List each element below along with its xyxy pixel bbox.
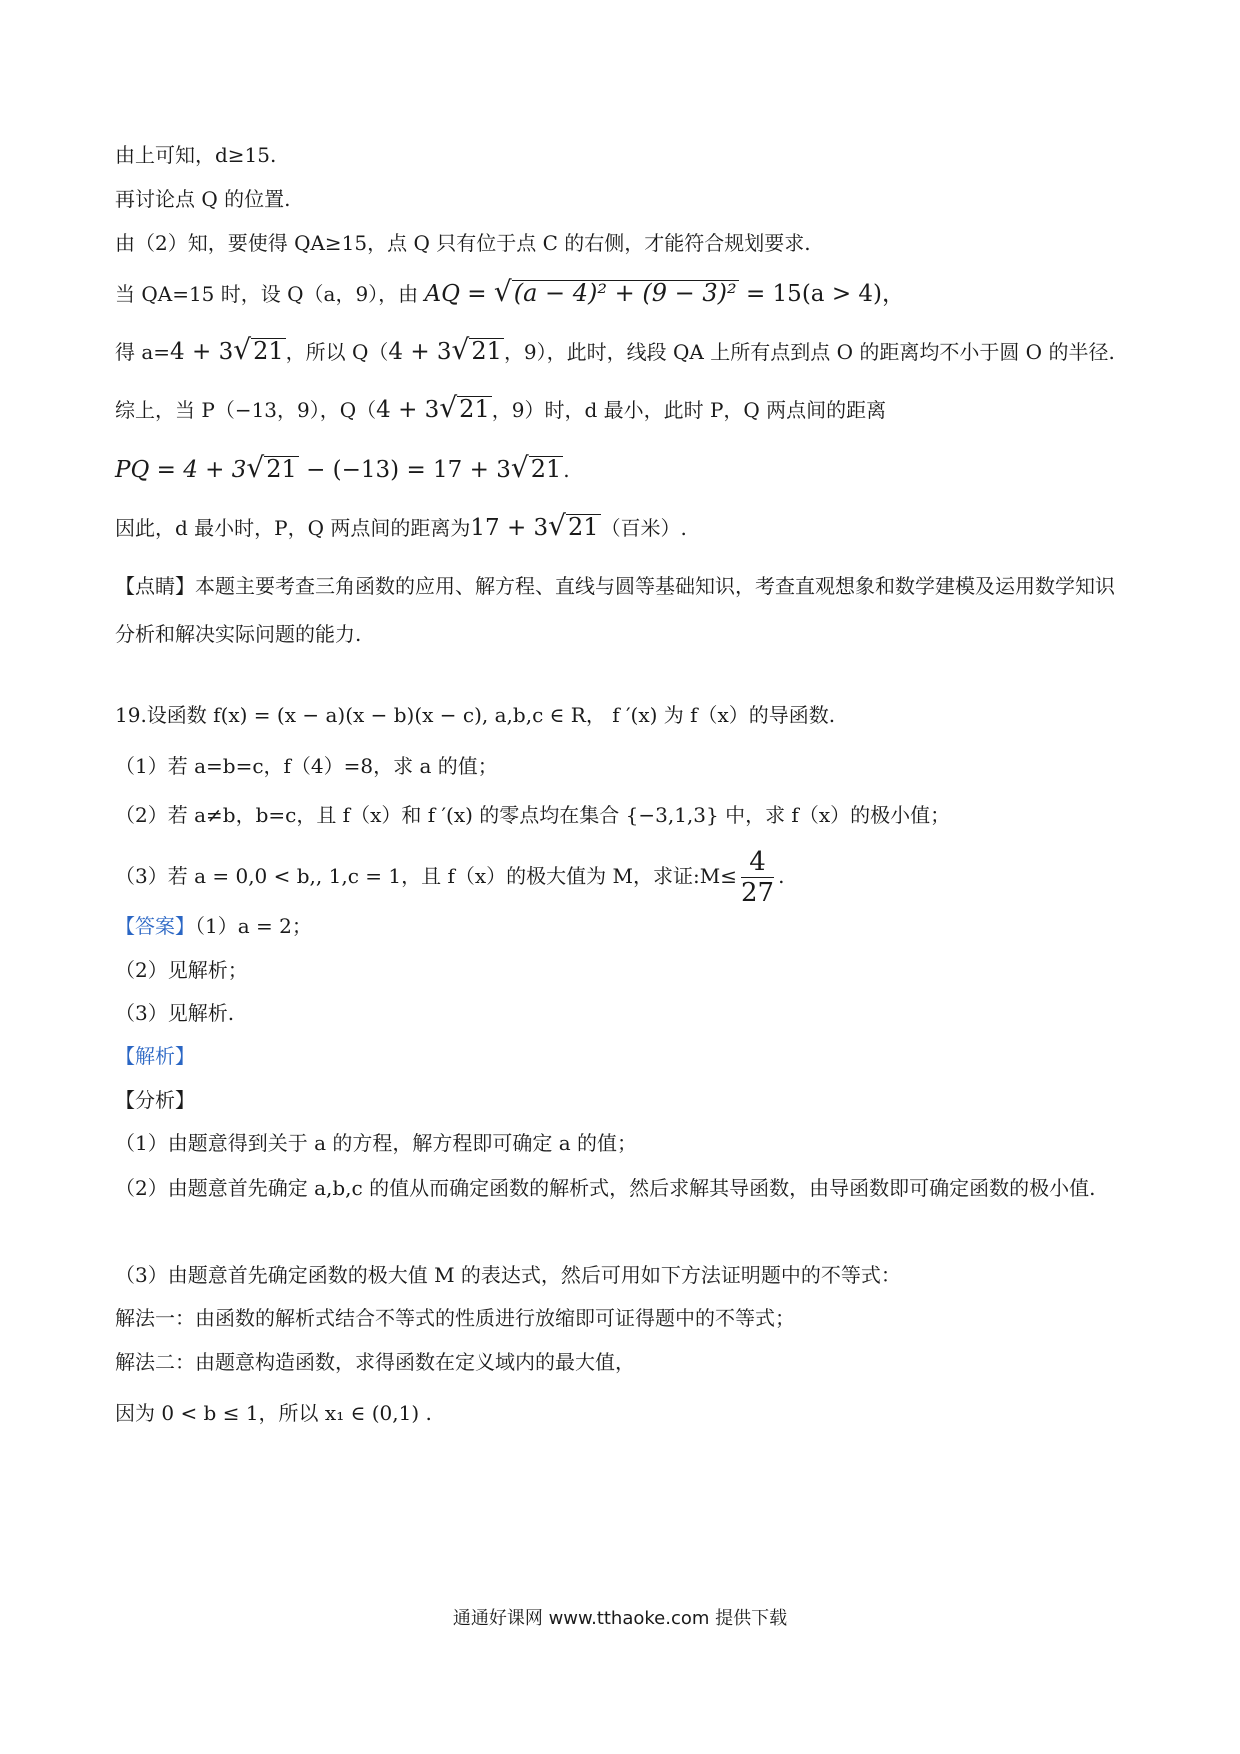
sqrt-expression: √21 bbox=[548, 509, 599, 542]
sqrt-expression: √(a − 4)² + (9 − 3)² bbox=[493, 275, 737, 308]
question-19-part-1: （1）若 a=b=c，f（4）=8，求 a 的值； bbox=[115, 754, 498, 778]
fenxi-tag: 【分析】 bbox=[115, 1088, 195, 1112]
formula: 4 + 3 bbox=[388, 339, 452, 365]
fraction-numerator: 4 bbox=[741, 847, 774, 878]
fenxi-2: （2）由题意首先确定 a,b,c 的值从而确定函数的解析式，然后求解其导函数，由导函数即可确定函数的极小值. bbox=[115, 1176, 1096, 1200]
analysis-tag: 【解析】 bbox=[115, 1044, 195, 1068]
sqrt-expression: √21 bbox=[451, 333, 502, 366]
text-span: 得 a= bbox=[115, 340, 171, 364]
formula: 17 + 3 bbox=[470, 515, 549, 541]
fenxi-3: （3）由题意首先确定函数的极大值 M 的表达式，然后可用如下方法证明题中的不等式： bbox=[115, 1263, 901, 1287]
formula: 4 + 3 bbox=[170, 339, 234, 365]
text-span: . bbox=[778, 864, 785, 888]
text-span: 当 QA=15 时，设 Q（a，9），由 bbox=[115, 282, 425, 306]
answer-3: （3）见解析. bbox=[115, 1001, 235, 1025]
formula-tail: = 15(a > 4)， bbox=[738, 281, 906, 307]
sqrt-radicand: 21 bbox=[530, 455, 562, 483]
sqrt-expression: √21 bbox=[233, 333, 284, 366]
text-line bbox=[115, 391, 887, 424]
text-line bbox=[115, 509, 687, 542]
sqrt-radicand: 21 bbox=[568, 513, 599, 541]
method-2: 解法二：由题意构造函数，求得函数在定义域内的最大值， bbox=[115, 1350, 635, 1374]
question-19-part-2: （2）若 a≠b，b=c，且 f（x）和 f ′(x) 的零点均在集合 {−3,1,3} 中，求 f（x）的极小值； bbox=[115, 803, 951, 827]
answer-tag: 【答案】 bbox=[115, 914, 195, 938]
text-span: ，9）时，d 最小，此时 P，Q 两点间的距离 bbox=[491, 398, 887, 422]
sqrt-radicand: 21 bbox=[253, 337, 284, 365]
method-1: 解法一：由函数的解析式结合不等式的性质进行放缩即可证得题中的不等式； bbox=[115, 1306, 795, 1330]
method-2-continued: 因为 0 < b ≤ 1，所以 x₁ ∈ (0,1) . bbox=[115, 1401, 432, 1425]
note-dianjing: 【点睛】本题主要考查三角函数的应用、解方程、直线与圆等基础知识，考查直观想象和数学建模及运用数学知识分析和解决实际问题的能力. bbox=[115, 574, 1115, 646]
text-line: 由上可知，d≥15. bbox=[115, 143, 277, 167]
fraction bbox=[741, 847, 774, 908]
text-span: ，9），此时，线段 QA 上所有点到点 O 的距离均不小于圆 O 的半径. bbox=[503, 340, 1115, 364]
answer-1: （1）a = 2； bbox=[195, 914, 312, 938]
formula: 4 + 3 bbox=[376, 397, 440, 423]
fraction-denominator: 27 bbox=[740, 878, 775, 908]
sqrt-radicand: 21 bbox=[266, 455, 297, 483]
text-line-pq-equation bbox=[115, 451, 570, 484]
sqrt-radicand: (a − 4)² + (9 − 3)² bbox=[513, 279, 737, 307]
formula-aq: AQ = bbox=[424, 281, 494, 307]
text-span: （百米）. bbox=[600, 516, 687, 540]
text-span: ，所以 Q（ bbox=[285, 340, 389, 364]
sqrt-expression: √21 bbox=[439, 391, 490, 424]
formula: PQ = 4 + 3 bbox=[115, 457, 247, 483]
text-line-aq-equation bbox=[115, 275, 906, 308]
text-span: 因此，d 最小时，P，Q 两点间的距离为 bbox=[115, 516, 471, 540]
text-span: （3）若 a = 0,0 < b,, 1,c = 1，且 f（x）的极大值为 M，求证:M≤ bbox=[115, 864, 737, 888]
answer-line bbox=[115, 912, 312, 940]
fenxi-1: （1）由题意得到关于 a 的方程，解方程即可确定 a 的值； bbox=[115, 1131, 638, 1155]
sqrt-expression: √21 bbox=[510, 451, 562, 484]
text-span: 综上，当 P（−13，9），Q（ bbox=[115, 398, 377, 422]
text-line bbox=[115, 333, 1115, 366]
question-19-part-3 bbox=[115, 846, 784, 908]
page-footer: 通通好课网 www.tthaoke.com 提供下载 bbox=[452, 1608, 788, 1629]
formula: − (−13) = 17 + 3 bbox=[298, 457, 511, 483]
question-19: 19.设函数 f(x) = (x − a)(x − b)(x − c), a,b,c ∈ R， f ′(x) 为 f（x）的导函数. bbox=[115, 703, 836, 727]
text-span: . bbox=[563, 458, 570, 482]
sqrt-expression: √21 bbox=[246, 451, 297, 484]
text-line: 再讨论点 Q 的位置. bbox=[115, 187, 291, 211]
sqrt-radicand: 21 bbox=[459, 395, 490, 423]
sqrt-radicand: 21 bbox=[471, 337, 502, 365]
text-line: 由（2）知，要使得 QA≥15，点 Q 只有位于点 C 的右侧，才能符合规划要求. bbox=[115, 231, 811, 255]
answer-2: （2）见解析； bbox=[115, 958, 248, 982]
